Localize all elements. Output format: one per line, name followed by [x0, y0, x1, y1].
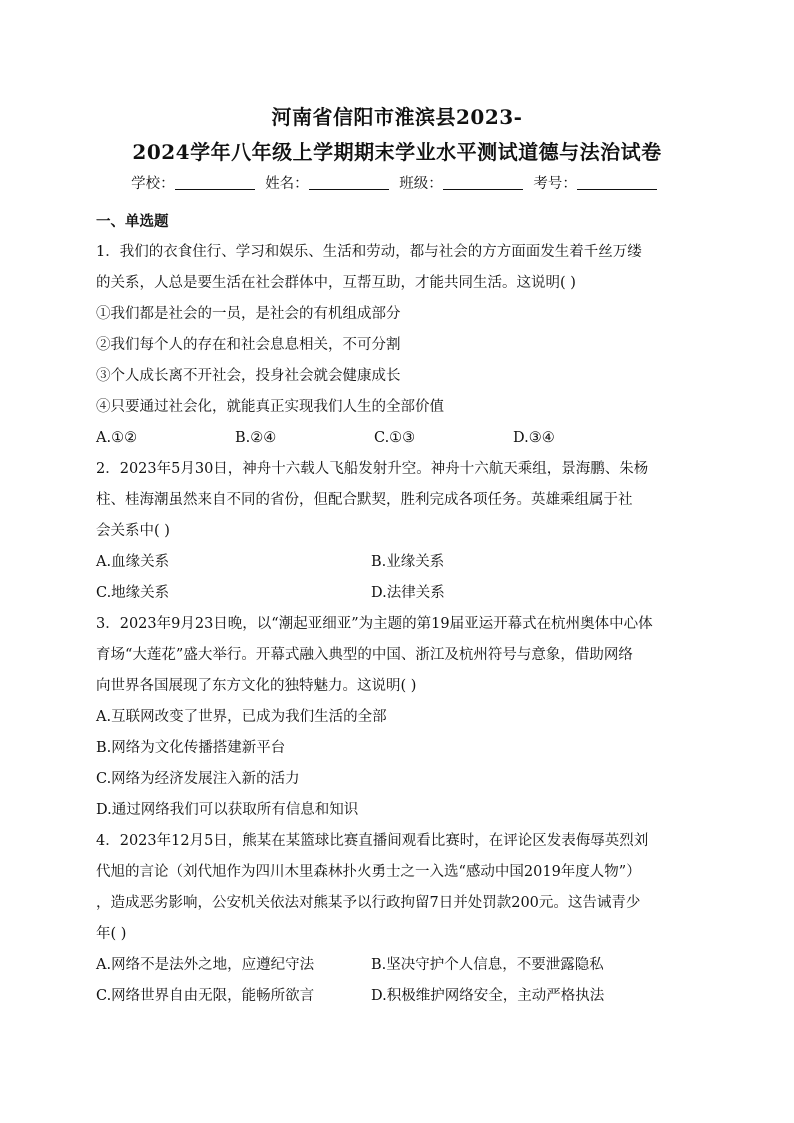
- question-stem-line: ，造成恶劣影响，公安机关依法对熊某予以行政拘留7日并处罚款200元。这告诫青少: [96, 895, 641, 911]
- question-stem-line: 3．2023年9月23日晚，以“潮起亚细亚”为主题的第19届亚运开幕式在杭州奥体中心体: [96, 616, 653, 632]
- question-stem-line: 2．2023年5月30日，神舟十六载人飞船发射升空。神舟十六航天乘组，景海鹏、朱杨: [96, 461, 649, 477]
- answer-options: [96, 423, 700, 454]
- answer-options: [96, 578, 700, 609]
- exam-title-line-2: 2024学年八年级上学期期末学业水平测试道德与法治试卷: [132, 140, 662, 164]
- option-d[interactable]: D.积极维护网络安全，主动严格执法: [371, 988, 605, 1004]
- question-stem-line: 向世界各国展现了东方文化的独特魅力。这说明( ): [96, 678, 417, 694]
- answer-options: [96, 547, 700, 578]
- option-d[interactable]: D.③④: [513, 430, 555, 446]
- class-label: 班级：: [399, 176, 443, 192]
- question-4: [96, 826, 700, 1012]
- name-blank[interactable]: [309, 175, 389, 190]
- exam-content: [96, 211, 700, 1012]
- question-stem-line: 1．我们的衣食住行、学习和娱乐、生活和劳动，都与社会的方方面面发生着千丝万缕: [96, 244, 642, 260]
- section-title: 一、单选题: [96, 213, 169, 230]
- question-stem-line: 4．2023年12月5日，熊某在某篮球比赛直播间观看比赛时，在评论区发表侮辱英烈刘: [96, 833, 649, 849]
- school-label: 学校：: [131, 176, 175, 192]
- answer-options: [96, 950, 700, 981]
- school-blank[interactable]: [175, 175, 255, 190]
- option-d[interactable]: D.通过网络我们可以获取所有信息和知识: [96, 802, 359, 818]
- question-stem-line: 柱、桂海潮虽然来自不同的省份，但配合默契，胜利完成各项任务。英雄乘组属于社: [96, 492, 633, 508]
- statement-item: ④只要通过社会化，就能真正实现我们人生的全部价值: [96, 399, 444, 415]
- question-3: [96, 609, 700, 826]
- option-a[interactable]: A.网络不是法外之地，应遵纪守法: [96, 957, 315, 973]
- option-b[interactable]: B.业缘关系: [371, 554, 445, 570]
- option-b[interactable]: B.坚决守护个人信息，不要泄露隐私: [371, 957, 604, 973]
- option-c[interactable]: C.①③: [374, 430, 416, 446]
- question-stem-line: 年( ): [96, 926, 127, 942]
- exam-title-line-1: 河南省信阳市淮滨县2023-: [271, 105, 523, 129]
- class-blank[interactable]: [443, 175, 523, 190]
- student-info-row: [0, 172, 794, 193]
- name-label: 姓名：: [265, 176, 309, 192]
- option-b[interactable]: B.②④: [235, 430, 277, 446]
- statement-item: ③个人成长离不开社会，投身社会就会健康成长: [96, 368, 401, 384]
- option-a[interactable]: A.血缘关系: [96, 554, 170, 570]
- question-stem-line: 会关系中( ): [96, 523, 170, 539]
- option-c[interactable]: C.网络世界自由无限，能畅所欲言: [96, 988, 315, 1004]
- option-b[interactable]: B.网络为文化传播搭建新平台: [96, 740, 286, 756]
- question-stem-line: 的关系，人总是要生活在社会群体中，互帮互助，才能共同生活。这说明( ): [96, 275, 576, 291]
- option-d[interactable]: D.法律关系: [371, 585, 445, 601]
- question-2: [96, 454, 700, 609]
- option-c[interactable]: C.网络为经济发展注入新的活力: [96, 771, 300, 787]
- exam-number-label: 考号：: [533, 176, 577, 192]
- question-stem-line: 代旭的言论（刘代旭作为四川木里森林扑火勇士之一入选“感动中国2019年度人物”）: [96, 864, 641, 880]
- statement-item: ①我们都是社会的一员，是社会的有机组成部分: [96, 306, 401, 322]
- question-stem-line: 育场“大莲花”盛大举行。开幕式融入典型的中国、浙江及杭州符号与意象，借助网络: [96, 647, 633, 663]
- question-1: [96, 237, 700, 454]
- option-c[interactable]: C.地缘关系: [96, 585, 170, 601]
- answer-options: [96, 981, 700, 1012]
- exam-number-blank[interactable]: [577, 175, 657, 190]
- option-a[interactable]: A.互联网改变了世界，已成为我们生活的全部: [96, 709, 387, 725]
- statement-item: ②我们每个人的存在和社会息息相关，不可分割: [96, 337, 401, 353]
- option-a[interactable]: A.①②: [96, 430, 138, 446]
